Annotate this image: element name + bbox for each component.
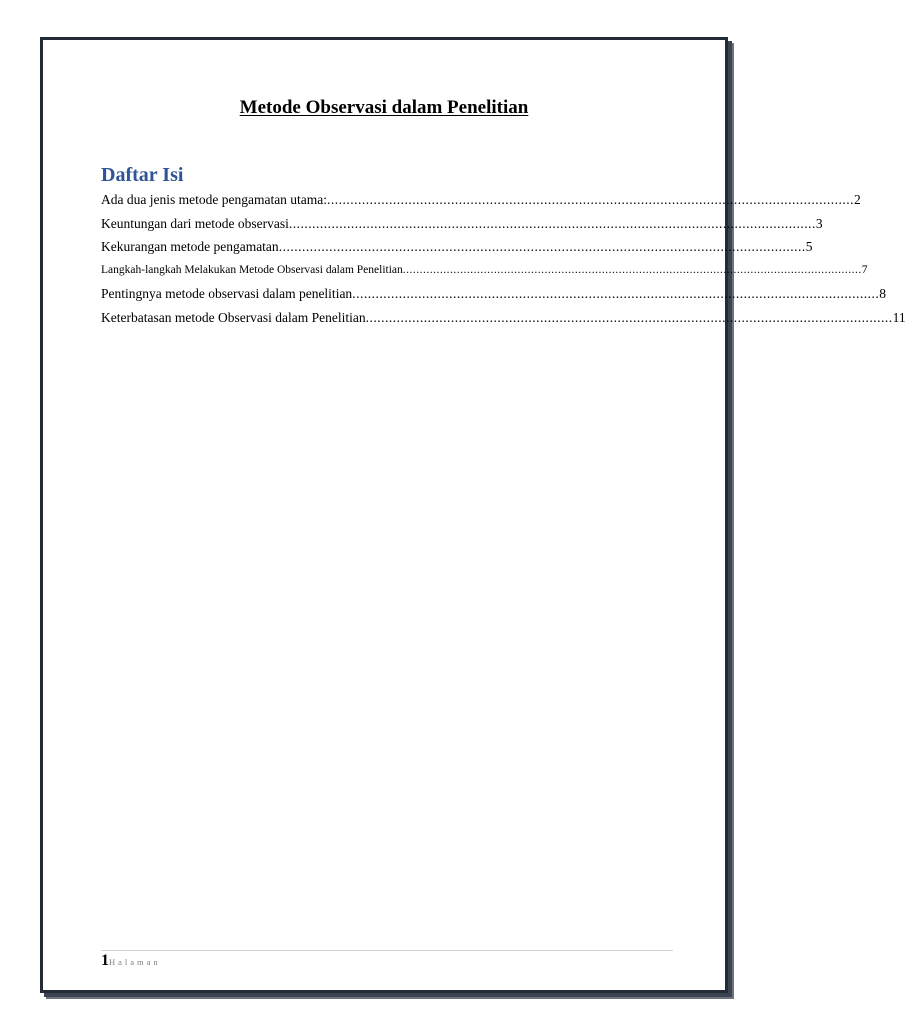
footer-page-number: 1 <box>101 952 109 969</box>
toc-entry-label: Pentingnya metode observasi dalam penelitian <box>101 286 353 301</box>
document-title-text: Metode Observasi dalam Penelitian <box>239 97 529 118</box>
toc-entry-page: 3 <box>815 215 823 231</box>
footer-page-label: Halaman <box>109 957 161 967</box>
toc-entry-page: 8 <box>879 286 886 301</box>
toc-entry[interactable] <box>101 212 823 236</box>
toc-dot-leader: ........................................................................................................................................ <box>288 215 816 231</box>
table-of-contents <box>101 188 906 329</box>
toc-entry-label: Keterbatasan metode Observasi dalam Penelitian <box>101 309 366 325</box>
document-page <box>40 37 906 993</box>
toc-entry-label: Langkah-langkah Melakukan Metode Observasi dalam Penelitian <box>101 263 403 276</box>
toc-entry[interactable] <box>101 259 868 283</box>
toc-entry-page: 11 <box>892 309 906 325</box>
toc-entry-page: 5 <box>805 239 813 254</box>
toc-entry-label: Kekurangan metode pengamatan <box>101 239 279 254</box>
page-footer <box>101 952 161 970</box>
toc-heading: Daftar Isi <box>101 164 184 186</box>
toc-entry-label: Ada dua jenis metode pengamatan utama: <box>101 192 328 207</box>
toc-entry[interactable] <box>101 235 813 259</box>
toc-dot-leader: ........................................................................................................................................ <box>402 263 862 276</box>
toc-entry[interactable] <box>101 306 906 330</box>
toc-entry-page: 7 <box>861 263 868 276</box>
toc-entry-label: Keuntungan dari metode observasi <box>101 215 289 231</box>
toc-entry[interactable] <box>101 188 861 212</box>
document-title <box>43 97 725 119</box>
footer-divider <box>101 950 673 951</box>
toc-dot-leader: ........................................................................................................................................ <box>278 239 806 254</box>
toc-entry[interactable] <box>101 282 886 306</box>
toc-dot-leader: ........................................................................................................................................ <box>327 192 855 207</box>
toc-entry-page: 2 <box>854 192 861 207</box>
toc-dot-leader: ........................................................................................................................................ <box>365 309 893 325</box>
toc-dot-leader: ........................................................................................................................................ <box>352 286 880 301</box>
